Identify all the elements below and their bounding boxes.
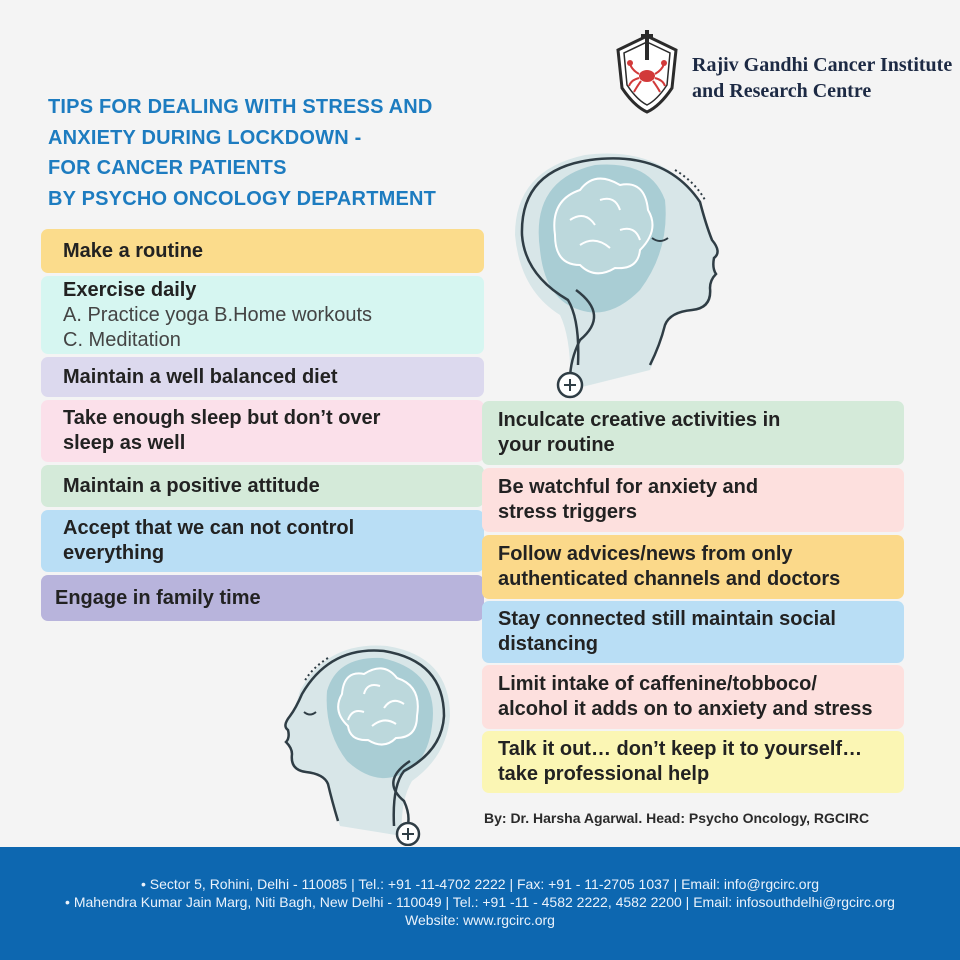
author-credit: By: Dr. Harsha Agarwal. Head: Psycho Oncology, RGCIRC (484, 810, 870, 826)
tip-card-accept (41, 510, 484, 572)
tip-card-exercise (41, 276, 484, 354)
tip-card-diet (41, 357, 484, 397)
tip-title: Accept that we can not control (63, 517, 355, 539)
footer-website: Website: www.rgcirc.org (405, 912, 555, 928)
tip-title-cont: your routine (498, 434, 615, 456)
tip-title: Take enough sleep but don’t over (63, 407, 381, 429)
tip-card-make-routine (41, 229, 484, 273)
tip-title-cont: take professional help (498, 763, 710, 785)
tip-title-cont: sleep as well (63, 432, 186, 454)
head-brain-icon (272, 636, 472, 846)
footer-address-rohini: • Sector 5, Rohini, Delhi - 110085 | Tel.: +91 -11-4702 2222 | Fax: +91 - 11-2705 1037 | Email: info@rgcirc.org (140, 876, 820, 892)
tip-card-family (41, 575, 484, 621)
title-line-2: ANXIETY DURING LOCKDOWN - (48, 126, 362, 149)
tip-card-intake (482, 665, 904, 729)
tip-card-sleep (41, 400, 484, 462)
tip-title: Maintain a well balanced diet (63, 365, 338, 388)
tip-title: Make a routine (63, 239, 204, 262)
institute-name-line2: and Research Centre (692, 80, 872, 102)
footer-address-niti-bagh: • Mahendra Kumar Jain Marg, Niti Bagh, New Delhi - 110049 | Tel.: +91 -11 - 4582 2222, 4582 2200 | Email: infosouthdelhi@rgcirc.org (65, 894, 895, 910)
title-line-1: TIPS FOR DEALING WITH STRESS AND (48, 96, 433, 118)
tip-title-cont: alcohol it adds on to anxiety and stress (498, 698, 873, 720)
tip-title: Follow advices/news from only (498, 543, 793, 565)
tip-title-cont: authenticated channels and doctors (498, 568, 841, 590)
tip-title-cont: distancing (498, 633, 599, 655)
footer (0, 847, 960, 960)
page-title (48, 92, 508, 214)
tip-card-triggers (482, 468, 904, 532)
tip-card-attitude (41, 465, 484, 507)
tip-detail: A. Practice yoga B.Home workouts (63, 303, 373, 326)
tip-card-talk (482, 731, 904, 793)
title-line-3: FOR CANCER PATIENTS (48, 157, 287, 179)
institute-logo-icon (612, 30, 682, 116)
tip-title-cont: everything (63, 542, 165, 564)
tip-card-news (482, 535, 904, 599)
tip-title: Maintain a positive attitude (63, 474, 320, 497)
tip-title: Talk it out… don’t keep it to yourself… (498, 738, 863, 760)
tip-detail: C. Meditation (63, 328, 181, 351)
tip-title: Limit intake of caffenine/tobboco/ (498, 673, 817, 695)
institute-name (692, 52, 952, 104)
tip-title: Engage in family time (55, 586, 261, 609)
tip-title: Exercise daily (63, 278, 197, 301)
tip-title: Inculcate creative activities in (498, 409, 781, 431)
title-line-4: BY PSYCHO ONCOLOGY DEPARTMENT (48, 187, 437, 210)
institute-name-line1: Rajiv Gandhi Cancer Institute (692, 54, 953, 76)
head-brain-icon (500, 140, 740, 400)
tip-card-connected (482, 601, 904, 663)
tip-title: Stay connected still maintain social (498, 608, 836, 630)
tip-title-cont: stress triggers (498, 501, 637, 523)
tip-title: Be watchful for anxiety and (498, 476, 759, 498)
tip-card-creative (482, 401, 904, 465)
